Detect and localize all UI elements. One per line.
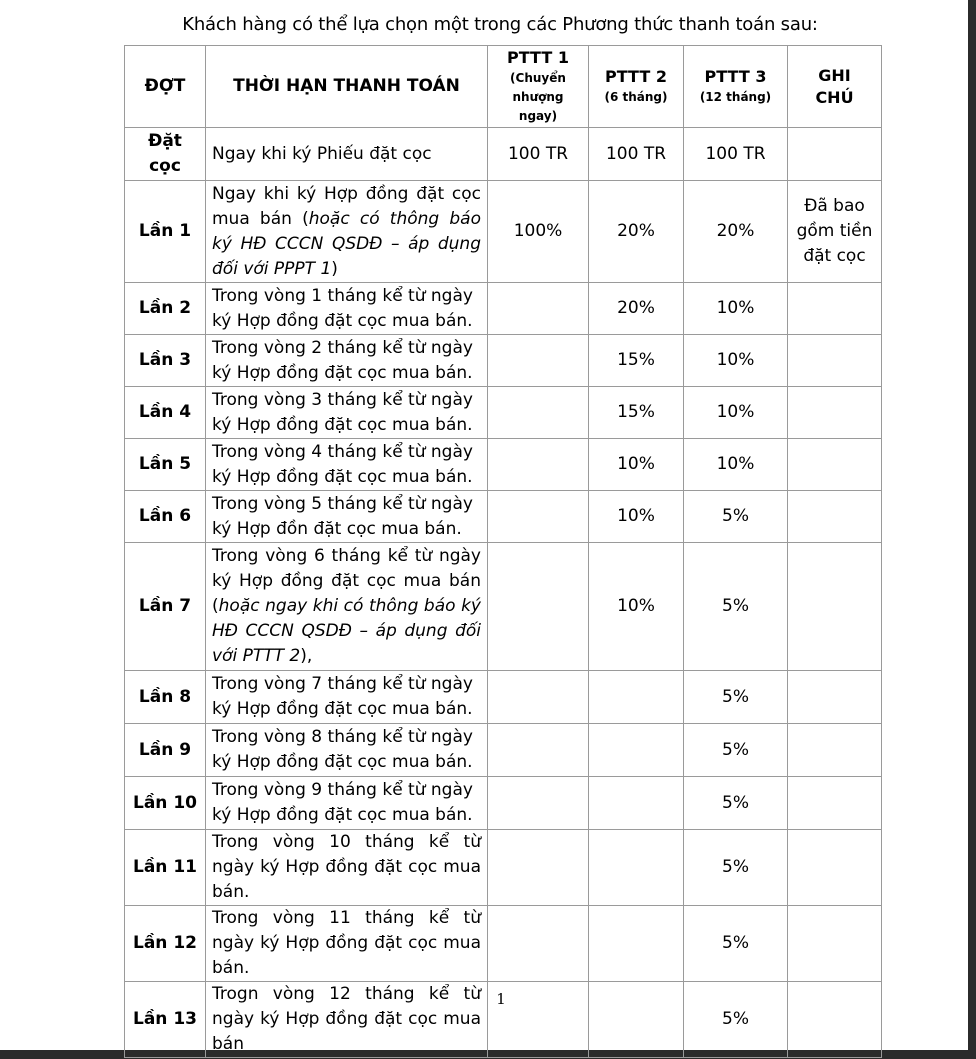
table-row (125, 724, 882, 777)
header-row (125, 46, 882, 128)
header-method-3 (684, 46, 788, 128)
method-3-cell: 20% (684, 181, 788, 283)
method-1-cell (488, 671, 589, 724)
method-3-cell: 10% (684, 335, 788, 387)
intro-heading: Khách hàng có thể lựa chọn một trong các Phương thức thanh toán sau: (182, 14, 818, 35)
method-1-cell (488, 906, 589, 982)
header-method-3-sub: (12 tháng) (699, 90, 772, 104)
method-2-cell (589, 671, 684, 724)
method-2-cell: 15% (589, 335, 684, 387)
method-1-cell (488, 724, 589, 777)
method-2-cell (589, 906, 684, 982)
term-cell: Trong vòng 5 tháng kể từ ngày ký Hợp đồn đặt cọc mua bán. (206, 491, 488, 543)
term-cell: Trong vòng 1 tháng kể từ ngày ký Hợp đồng đặt cọc mua bán. (206, 283, 488, 335)
method-3-cell: 5% (684, 724, 788, 777)
method-1-cell (488, 491, 589, 543)
method-2-cell: 20% (589, 181, 684, 283)
table-row (125, 387, 882, 439)
term-cell (206, 181, 488, 283)
round-cell: Lần 3 (125, 335, 206, 387)
page-number: 1 (496, 990, 506, 1008)
method-1-cell (488, 777, 589, 830)
header-note (788, 46, 882, 128)
note-cell: Đã bao gồm tiền đặt cọc (788, 181, 882, 283)
method-3-cell: 5% (684, 777, 788, 830)
method-3-cell: 5% (684, 906, 788, 982)
term-cell: Trong vòng 9 tháng kể từ ngày ký Hợp đồng đặt cọc mua bán. (206, 777, 488, 830)
term-italic-text: hoặc có thông báo ký HĐ CCCN QSDĐ – áp dụng đối với PPPT 1 (212, 208, 481, 279)
header-method-2-title: PTTT 2 (605, 67, 667, 86)
method-2-cell: 10% (589, 439, 684, 491)
header-method-1-title: PTTT 1 (507, 48, 569, 67)
note-cell (788, 387, 882, 439)
table-row (125, 491, 882, 543)
note-cell (788, 283, 882, 335)
payment-schedule-table (124, 45, 882, 1058)
note-cell (788, 491, 882, 543)
method-2-cell (589, 777, 684, 830)
method-3-cell: 100 TR (684, 128, 788, 181)
method-1-cell: 100 TR (488, 128, 589, 181)
method-1-cell: 100% (488, 181, 589, 283)
method-1-cell (488, 335, 589, 387)
method-3-cell: 5% (684, 671, 788, 724)
note-cell (788, 777, 882, 830)
term-cell (206, 543, 488, 671)
header-method-1-sub-b: nhượng (512, 90, 564, 104)
table-row (125, 283, 882, 335)
method-1-cell (488, 283, 589, 335)
term-text-end: ), (300, 646, 313, 666)
note-cell (788, 830, 882, 906)
term-cell: Trogn vòng 12 tháng kể từ ngày ký Hợp đồng đặt cọc mua bán (206, 982, 488, 1058)
method-2-cell: 100 TR (589, 128, 684, 181)
table-row (125, 128, 882, 181)
header-round: ĐỢT (125, 46, 206, 128)
note-cell (788, 671, 882, 724)
table-row (125, 777, 882, 830)
method-1-cell (488, 830, 589, 906)
table-row (125, 543, 882, 671)
note-cell (788, 724, 882, 777)
note-cell (788, 906, 882, 982)
term-cell: Trong vòng 3 tháng kể từ ngày ký Hợp đồng đặt cọc mua bán. (206, 387, 488, 439)
term-cell: Trong vòng 7 tháng kể từ ngày ký Hợp đồng đặt cọc mua bán. (206, 671, 488, 724)
round-cell: Lần 4 (125, 387, 206, 439)
header-note-a: GHI (818, 65, 851, 85)
term-cell: Ngay khi ký Phiếu đặt cọc (206, 128, 488, 181)
table-row (125, 439, 882, 491)
round-cell: Lần 13 (125, 982, 206, 1058)
term-text: Trong vòng 6 tháng kể từ ngày ký Hợp đồng đặt cọc mua bán ( (212, 546, 481, 616)
method-3-cell: 5% (684, 830, 788, 906)
term-cell: Trong vòng 11 tháng kể từ ngày ký Hợp đồng đặt cọc mua bán. (206, 906, 488, 982)
method-3-cell: 5% (684, 491, 788, 543)
round-cell: Lần 11 (125, 830, 206, 906)
table-row (125, 335, 882, 387)
header-term: THỜI HẠN THANH TOÁN (206, 46, 488, 128)
method-3-cell: 5% (684, 543, 788, 671)
term-italic-text: hoặc ngay khi có thông báo ký HĐ CCCN QSDĐ – áp dụng đối với PTTT 2 (212, 596, 481, 666)
round-cell: Lần 5 (125, 439, 206, 491)
method-2-cell: 15% (589, 387, 684, 439)
header-method-3-title: PTTT 3 (704, 67, 767, 86)
table-row (125, 830, 882, 906)
term-cell: Trong vòng 8 tháng kể từ ngày ký Hợp đồng đặt cọc mua bán. (206, 724, 488, 777)
method-2-cell: 10% (589, 491, 684, 543)
round-cell: Lần 6 (125, 491, 206, 543)
round-cell: Lần 2 (125, 283, 206, 335)
method-2-cell (589, 830, 684, 906)
method-1-cell (488, 543, 589, 671)
term-text: Ngay khi ký Hợp đồng đặt cọc mua bán ( (212, 183, 481, 229)
table-row (125, 906, 882, 982)
note-cell (788, 543, 882, 671)
round-cell: Lần 1 (125, 181, 206, 283)
method-2-cell: 10% (589, 543, 684, 671)
method-3-cell: 10% (684, 283, 788, 335)
round-cell: Lần 12 (125, 906, 206, 982)
method-2-cell: 20% (589, 283, 684, 335)
note-cell (788, 128, 882, 181)
method-1-cell (488, 439, 589, 491)
term-cell: Trong vòng 2 tháng kể từ ngày ký Hợp đồng đặt cọc mua bán. (206, 335, 488, 387)
round-cell: Lần 10 (125, 777, 206, 830)
header-method-2 (589, 46, 684, 128)
method-1-cell (488, 387, 589, 439)
header-method-1 (488, 46, 589, 128)
round-cell: Lần 8 (125, 671, 206, 724)
header-method-1-sub-a: (Chuyển (510, 71, 566, 85)
note-cell (788, 439, 882, 491)
round-cell: Đặt cọc (125, 128, 206, 181)
round-cell: Lần 9 (125, 724, 206, 777)
header-method-2-sub: (6 tháng) (604, 90, 668, 104)
method-3-cell: 10% (684, 387, 788, 439)
method-3-cell: 5% (684, 982, 788, 1058)
method-3-cell: 10% (684, 439, 788, 491)
term-text-end: ) (331, 258, 338, 279)
method-2-cell (589, 724, 684, 777)
header-method-1-sub-c: ngay) (518, 109, 558, 123)
table-row (125, 671, 882, 724)
term-cell: Trong vòng 10 tháng kể từ ngày ký Hợp đồng đặt cọc mua bán. (206, 830, 488, 906)
term-cell: Trong vòng 4 tháng kể từ ngày ký Hợp đồng đặt cọc mua bán. (206, 439, 488, 491)
round-cell: Lần 7 (125, 543, 206, 671)
header-note-b: CHÚ (815, 87, 854, 107)
table-row (125, 181, 882, 283)
note-cell (788, 335, 882, 387)
